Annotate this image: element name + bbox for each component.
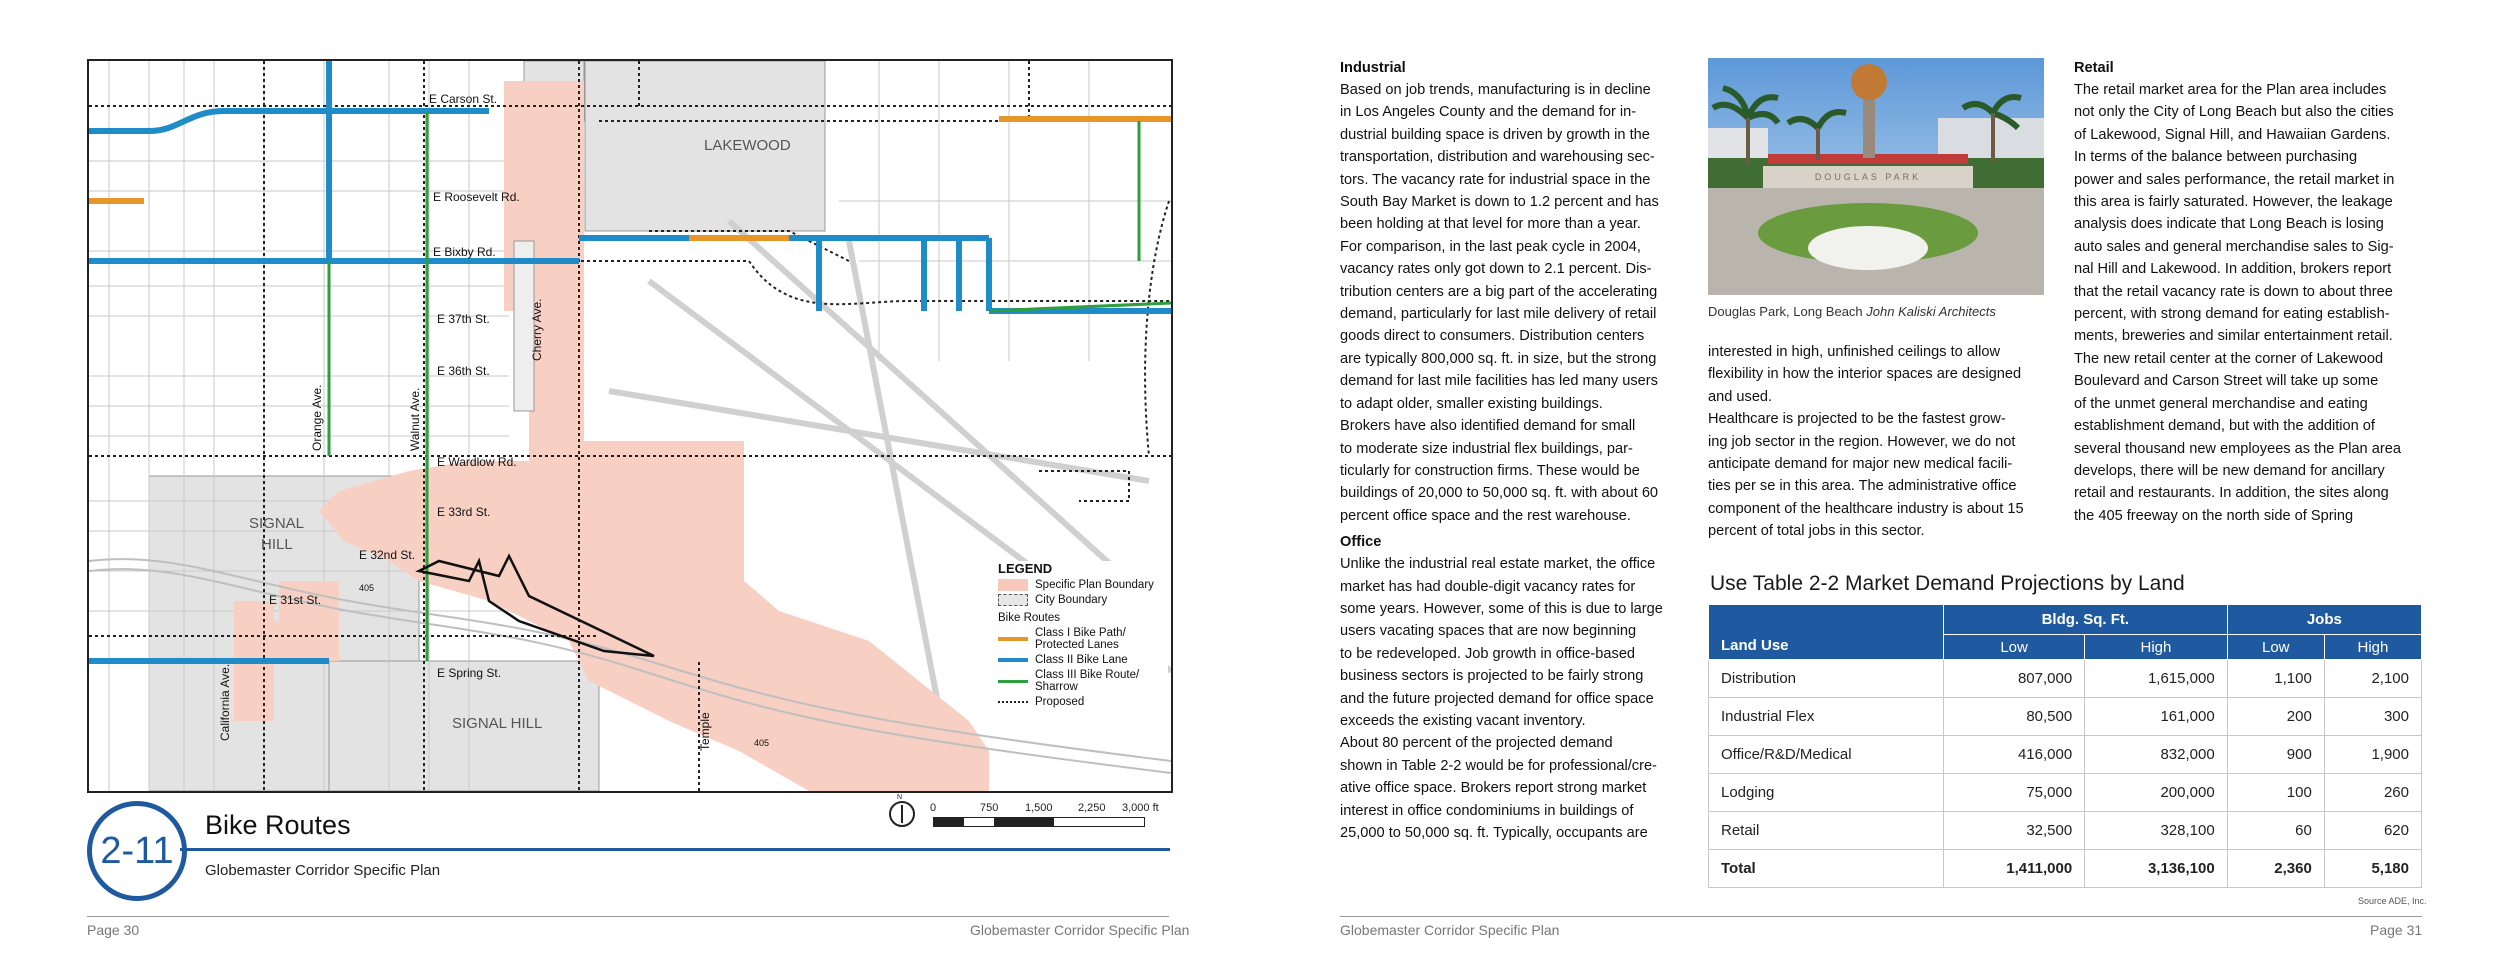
text-line: percent, with strong demand for eating establish- <box>2074 306 2390 323</box>
column-group-jobs: Jobs <box>2227 605 2421 635</box>
table-cell: 900 <box>2227 736 2324 774</box>
text-line: ties per se in this area. The administrative office <box>1708 478 2017 495</box>
footer-title-right: Globemaster Corridor Specific Plan <box>1340 922 1560 938</box>
table-cell: 807,000 <box>1944 660 2085 698</box>
text-line: About 80 percent of the projected demand <box>1340 735 1613 752</box>
area-label-signal-2: HILL <box>261 536 293 553</box>
text-line: establishment demand, but with the addition of <box>2074 418 2375 435</box>
scale-tick-750: 750 <box>980 802 999 814</box>
street-label-e37: E 37th St. <box>437 312 490 326</box>
text-line: Healthcare is projected to be the fastest grow- <box>1708 411 2006 428</box>
area-label-signal-hill: SIGNAL HILL <box>452 715 543 732</box>
text-line: this area is fairly saturated. However, the leakage <box>2074 194 2393 211</box>
table-cell: 32,500 <box>1944 812 2085 850</box>
office-body <box>1340 553 1690 844</box>
text-line: shown in Table 2-2 would be for professional/cre- <box>1340 757 1657 774</box>
text-line: anticipate demand for major new medical facili- <box>1708 456 2013 473</box>
text-line: tribution centers are a big part of the accelerating <box>1340 283 1658 300</box>
text-line: users vacating spaces that are now beginning <box>1340 623 1637 640</box>
table-cell: Lodging <box>1709 774 1944 812</box>
text-line: interest in office condominiums in buildings of <box>1340 802 1634 819</box>
table-cell: 1,900 <box>2324 736 2421 774</box>
area-label-lakewood: LAKEWOOD <box>704 137 791 154</box>
title-rule <box>180 848 1170 851</box>
text-line: 25,000 to 50,000 sq. ft. Typically, occupants are <box>1340 825 1648 841</box>
text-line: to be redeveloped. Job growth in office-based <box>1340 645 1636 662</box>
street-label-temple: Temple <box>698 712 712 751</box>
table-cell: 1,100 <box>2227 660 2324 698</box>
street-label-roosevelt: E Roosevelt Rd. <box>433 190 520 204</box>
text-line: to moderate size industrial flex buildings, par- <box>1340 440 1633 457</box>
text-line: Based on job trends, manufacturing is in decline <box>1340 82 1651 98</box>
figure-title: Bike Routes <box>205 810 351 840</box>
table-cell: 1,615,000 <box>2085 660 2227 698</box>
table-cell: 80,500 <box>1944 698 2085 736</box>
north-arrow-icon <box>889 801 915 827</box>
text-line: not only the City of Long Beach but also the cities <box>2074 104 2394 121</box>
table-cell: 2,100 <box>2324 660 2421 698</box>
footer-title-left: Globemaster Corridor Specific Plan <box>970 922 1190 938</box>
text-line: been holding at that level for more than a year. <box>1340 216 1641 233</box>
table-cell: Industrial Flex <box>1709 698 1944 736</box>
table-cell: 161,000 <box>2085 698 2227 736</box>
scale-tick-2250: 2,250 <box>1078 802 1106 814</box>
table-cell: Retail <box>1709 812 1944 850</box>
text-line: component of the healthcare industry is about 15 <box>1708 500 2024 517</box>
text-line: several thousand new employees as the Plan area <box>2074 440 2401 457</box>
table-cell: 5,180 <box>2324 850 2421 888</box>
text-line: market has had double-digit vacancy rates for <box>1340 578 1636 595</box>
text-line: ticularly for construction firms. These would be <box>1340 462 1640 479</box>
scale-tick-0: 0 <box>930 802 937 814</box>
table-cell: 200 <box>2227 698 2324 736</box>
text-line: transportation, distribution and warehousing sec- <box>1340 149 1655 166</box>
text-line: to adapt older, smaller existing buildings. <box>1340 395 1603 412</box>
street-label-california: California Ave. <box>218 663 232 741</box>
table-cell: 328,100 <box>2085 812 2227 850</box>
text-line: tors. The vacancy rate for industrial space in the <box>1340 171 1651 188</box>
table-row <box>1709 812 2422 850</box>
table-cell: Office/R&D/Medical <box>1709 736 1944 774</box>
street-label-walnut: Walnut Ave. <box>408 387 422 451</box>
text-line: percent of total jobs in this sector. <box>1708 523 1925 540</box>
text-line: buildings of 20,000 to 50,000 sq. ft. with about 60 <box>1340 485 1659 502</box>
street-label-e31: E 31st St. <box>269 593 322 607</box>
legend-item-proposed: Proposed <box>998 696 1168 708</box>
column-header-jobs-high: High <box>2324 635 2421 660</box>
table-row <box>1709 774 2422 812</box>
text-line: retail and restaurants. In addition, the sites along <box>2074 485 2389 502</box>
table-cell: 2,360 <box>2227 850 2324 888</box>
retail-section <box>2074 57 2424 527</box>
table-cell: 60 <box>2227 812 2324 850</box>
text-line: and the future projected demand for office space <box>1340 690 1654 707</box>
legend-bike-routes-heading: Bike Routes <box>998 612 1061 624</box>
legend-item-class1: Class I Bike Path/ Protected Lanes <box>998 627 1168 651</box>
street-label-e33: E 33rd St. <box>437 505 491 519</box>
legend-title: LEGEND <box>998 561 1053 576</box>
street-label-e32: E 32nd St. <box>359 548 416 562</box>
office-heading: Office <box>1340 534 1382 551</box>
text-line: vacancy rates only got down to 2.1 percent. Dis- <box>1340 261 1652 278</box>
text-line: exceeds the existing vacant inventory. <box>1340 712 1586 729</box>
table-cell: 260 <box>2324 774 2421 812</box>
text-line: auto sales and general merchandise sales to Sig- <box>2074 238 2394 255</box>
text-line: demand for last mile facilities has led many users <box>1340 373 1658 390</box>
map-legend <box>998 561 1168 711</box>
legend-item-boundary: Specific Plan Boundary <box>998 579 1168 591</box>
text-line: that the retail vacancy rate is down to about three <box>2074 283 2393 300</box>
table-row <box>1709 698 2422 736</box>
street-label-orange: Orange Ave. <box>310 384 324 451</box>
table-row <box>1709 736 2422 774</box>
legend-item-city: City Boundary <box>998 594 1168 606</box>
text-line: of the unmet general merchandise and eating <box>2074 395 2368 412</box>
market-demand-table <box>1708 604 2422 888</box>
page-number-right: Page 31 <box>2370 922 2423 938</box>
table-cell: 416,000 <box>1944 736 2085 774</box>
table-row <box>1709 850 2422 888</box>
north-label: N <box>897 794 903 801</box>
street-label-spring: E Spring St. <box>437 666 502 680</box>
table-cell: 3,136,100 <box>2085 850 2227 888</box>
text-line: are typically 800,000 sq. ft. in size, but the strong <box>1340 350 1657 367</box>
text-line: In terms of the balance between purchasing <box>2074 149 2358 166</box>
table-row <box>1709 660 2422 698</box>
table-cell: 100 <box>2227 774 2324 812</box>
text-line: the 405 freeway on the north side of Spring <box>2074 507 2354 524</box>
text-line: The retail market area for the Plan area includes <box>2074 82 2387 98</box>
text-line: flexibility in how the interior spaces are designed <box>1708 366 2022 383</box>
legend-item-class3: Class III Bike Route/ Sharrow <box>998 669 1168 693</box>
scale-tick-1500: 1,500 <box>1025 802 1053 814</box>
table-cell: Total <box>1709 850 1944 888</box>
retail-heading: Retail <box>2074 60 2114 76</box>
text-line: dustrial building space is driven by growth in the <box>1340 126 1650 143</box>
column-group-bldg: Bldg. Sq. Ft. <box>1944 605 2228 635</box>
street-label-wardlow: E Wardlow Rd. <box>437 455 517 469</box>
table-cell: 620 <box>2324 812 2421 850</box>
industrial-heading: Industrial <box>1340 60 1406 76</box>
text-line: of Lakewood, Signal Hill, and Hawaiian Gardens. <box>2074 126 2391 143</box>
text-line: The new retail center at the corner of Lakewood <box>2074 350 2384 367</box>
text-line: For comparison, in the last peak cycle in 2004, <box>1340 238 1641 255</box>
column-header-bldg-low: Low <box>1944 635 2085 660</box>
text-line: in Los Angeles County and the demand for in- <box>1340 104 1637 121</box>
retail-body <box>2074 79 2424 527</box>
table-title: Use Table 2-2 Market Demand Projections by Land <box>1710 572 2185 595</box>
table-cell: 300 <box>2324 698 2421 736</box>
text-line: ments, breweries and similar entertainment retail. <box>2074 328 2393 345</box>
text-line: interested in high, unfinished ceilings to allow <box>1708 344 2001 360</box>
street-label-carson: E Carson St. <box>429 92 498 106</box>
figure-subtitle: Globemaster Corridor Specific Plan <box>205 862 441 879</box>
text-line: ing job sector in the region. However, we do not <box>1708 433 2016 450</box>
text-line: and used. <box>1708 388 1773 405</box>
text-line: power and sales performance, the retail market in <box>2074 171 2395 188</box>
freeway-shield-405-west: 405 <box>359 583 375 593</box>
text-line: demand, particularly for last mile delivery of retail <box>1340 306 1657 323</box>
column-header-jobs-low: Low <box>2227 635 2324 660</box>
table-cell: Distribution <box>1709 660 1944 698</box>
text-line: some years. However, some of this is due to large <box>1340 600 1663 617</box>
healthcare-section <box>1708 341 2053 543</box>
text-line: ative office space. Brokers report strong market <box>1340 780 1647 797</box>
scale-tick-3000: 3,000 ft <box>1122 802 1159 814</box>
legend-item-class2: Class II Bike Lane <box>998 654 1168 666</box>
text-line: percent office space and the rest warehouse. <box>1340 507 1631 524</box>
street-label-e36: E 36th St. <box>437 364 490 378</box>
text-line: business sectors is projected to be fairly strong <box>1340 668 1644 685</box>
table-cell: 75,000 <box>1944 774 2085 812</box>
area-label-signal-1: SIGNAL <box>249 515 305 532</box>
industrial-section <box>1340 57 1690 844</box>
column-header-land-use: Land Use <box>1709 605 1944 660</box>
text-line: analysis does indicate that Long Beach is losing <box>2074 216 2384 233</box>
street-label-cherry: Cherry Ave. <box>530 298 544 361</box>
text-line: goods direct to consumers. Distribution centers <box>1340 328 1645 345</box>
text-line: nal Hill and Lakewood. In addition, brokers report <box>2074 261 2392 278</box>
table-cell: 832,000 <box>2085 736 2227 774</box>
street-label-bixby: E Bixby Rd. <box>433 245 496 259</box>
table-cell: 1,411,000 <box>1944 850 2085 888</box>
scale-bar <box>933 817 1145 827</box>
footer-rule-right <box>1340 916 2422 917</box>
text-line: Boulevard and Carson Street will take up some <box>2074 373 2379 390</box>
page-number-left: Page 30 <box>87 922 140 938</box>
industrial-body <box>1340 79 1690 527</box>
text-line: South Bay Market is down to 1.2 percent and has <box>1340 194 1659 211</box>
column-header-bldg-high: High <box>2085 635 2227 660</box>
photo-caption: Douglas Park, Long Beach John Kaliski Architects <box>1708 304 1996 319</box>
table-source: Source ADE, Inc. <box>2358 896 2427 906</box>
table-cell: 200,000 <box>2085 774 2227 812</box>
figure-number-badge: 2-11 <box>87 801 187 901</box>
middle-body <box>1708 341 2053 543</box>
freeway-shield-405-east: 405 <box>754 738 770 748</box>
text-line: Unlike the industrial real estate market, the office <box>1340 556 1656 573</box>
text-line: develops, there will be new demand for ancillary <box>2074 462 2385 479</box>
text-line: Brokers have also identified demand for small <box>1340 418 1636 435</box>
park-sign-text: DOUGLAS PARK <box>1814 172 1922 182</box>
douglas-park-photo <box>1708 58 2044 295</box>
footer-rule-left <box>87 916 1169 917</box>
